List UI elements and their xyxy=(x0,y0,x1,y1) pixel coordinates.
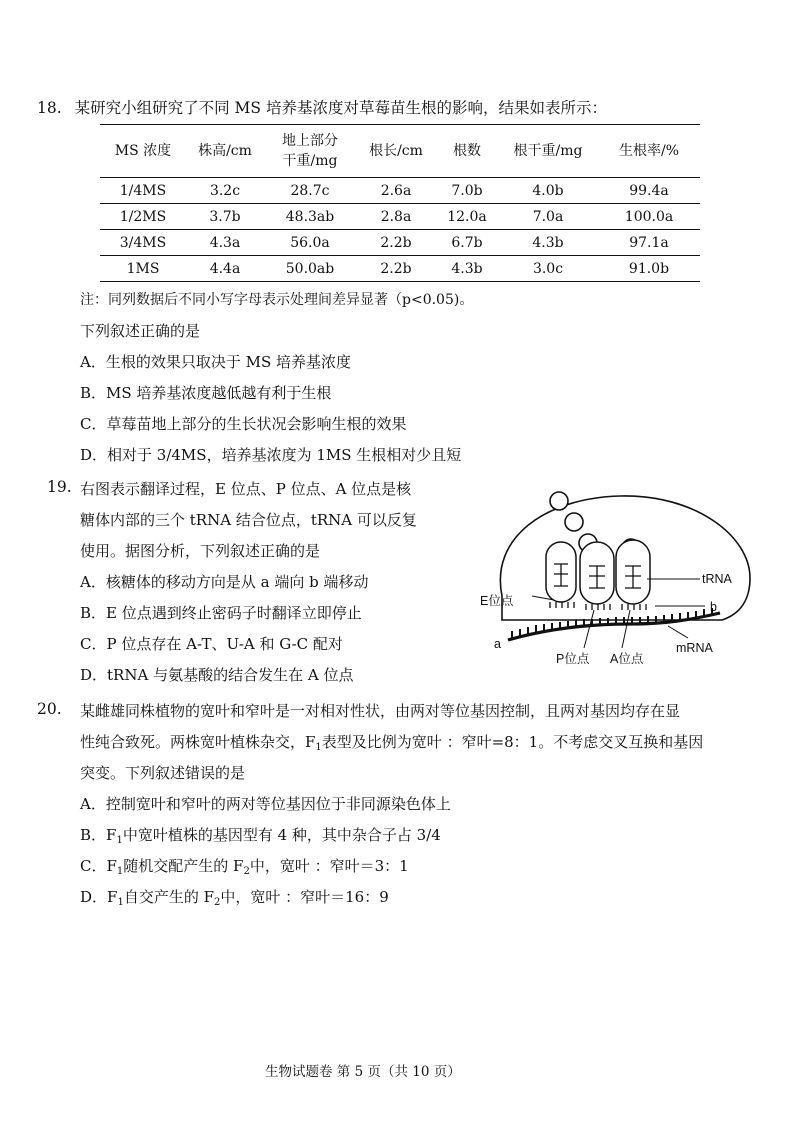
q18-number: 18. xyxy=(37,99,62,117)
q20-option-b-part1: B．F xyxy=(80,826,117,844)
q20-option-c-sub1: 1 xyxy=(116,866,124,877)
table-cell: 12.0a xyxy=(447,208,487,225)
q20-stem-line1: 某雌雄同株植物的宽叶和窄叶是一对相对性状，由两对等位基因控制，且两对基因均存在显 xyxy=(80,702,681,720)
q20-stem-line2-sub: 1 xyxy=(315,742,322,753)
q20-option-c-part1: C．F xyxy=(80,857,117,875)
q18-prompt: 下列叙述正确的是 xyxy=(80,322,201,340)
translation-diagram xyxy=(450,478,770,678)
ms-table xyxy=(100,124,700,282)
q20-option-d-part3: 中，宽叶 ：窄叶＝16：9 xyxy=(220,888,389,906)
q20-stem-line3: 突变。下列叙述错误的是 xyxy=(80,764,246,782)
table-header-row xyxy=(100,125,700,178)
p-site-leader xyxy=(584,610,594,648)
table-cell: 4.4a xyxy=(209,260,241,277)
table-cell: 1/2MS xyxy=(119,208,167,225)
header-root-count: 根数 xyxy=(453,143,481,159)
table-cell: 7.0b xyxy=(451,182,483,199)
trna-p-site xyxy=(580,542,614,604)
table-cell: 6.7b xyxy=(451,234,483,251)
q19-stem-line2: 糖体内部的三个 tRNA 结合位点，tRNA 可以反复 xyxy=(80,511,417,529)
mrna-leader xyxy=(668,626,688,638)
q20-option-c-part3: 中，宽叶 ：窄叶＝3：1 xyxy=(249,857,409,875)
header-rooting-rate: 生根率/% xyxy=(618,143,680,159)
table-cell: 1/4MS xyxy=(119,182,167,199)
q18-stem: 某研究小组研究了不同 MS 培养基浓度对草莓苗生根的影响，结果如表所示： xyxy=(74,99,607,117)
header-height: 株高/cm xyxy=(198,143,252,159)
trna-e-site xyxy=(546,542,576,602)
label-a-end: a xyxy=(494,637,501,651)
table-cell: 48.3ab xyxy=(285,208,335,225)
table-cell: 3/4MS xyxy=(119,234,167,251)
a-site-leader xyxy=(622,610,630,648)
table-cell: 91.0b xyxy=(628,260,670,277)
table-cell: 28.7c xyxy=(290,182,330,199)
trna-a-site xyxy=(616,540,650,604)
q18-header xyxy=(37,96,607,118)
table-cell: 99.4a xyxy=(629,182,669,199)
q19-option-b[interactable]: B．E 位点遇到终止密码子时翻译立即停止 xyxy=(80,604,362,622)
q19-option-c[interactable]: C．P 位点存在 A-T、U-A 和 G-C 配对 xyxy=(80,635,343,653)
header-root-length: 根长/cm xyxy=(369,143,423,159)
q20-option-b[interactable] xyxy=(80,824,441,845)
label-p-site: P位点 xyxy=(556,652,590,666)
q19-number: 19. xyxy=(47,478,72,496)
q20-option-b-sub: 1 xyxy=(116,835,123,846)
table-cell: 2.2b xyxy=(380,260,412,277)
table-cell: 3.7b xyxy=(209,208,241,225)
table-cell: 2.8a xyxy=(380,208,412,225)
table-cell: 50.0ab xyxy=(285,260,335,277)
q20-option-d[interactable] xyxy=(80,886,389,907)
table-cell: 97.1a xyxy=(629,234,669,251)
table-row xyxy=(100,256,700,282)
q19-stem-line1: 右图表示翻译过程，E 位点、P 位点、A 位点是核 xyxy=(80,480,412,498)
q20-option-d-part1: D．F xyxy=(80,888,118,906)
q18-option-c[interactable]: C．草莓苗地上部分的生长状况会影响生根的效果 xyxy=(80,415,407,433)
q20-option-a[interactable]: A．控制宽叶和窄叶的两对等位基因位于非同源染色体上 xyxy=(80,795,451,813)
q18-option-b[interactable]: B．MS 培养基浓度越低越有利于生根 xyxy=(80,384,332,402)
label-e-site: E位点 xyxy=(480,594,514,608)
header-ms: MS 浓度 xyxy=(114,143,172,159)
table-cell: 4.3a xyxy=(209,234,241,251)
q20-option-c-part2: 随机交配产生的 F xyxy=(123,857,244,875)
header-aerial-line2: 干重/mg xyxy=(282,153,338,169)
table-row xyxy=(100,178,700,204)
amino-acid-bead xyxy=(550,492,568,510)
label-b: b xyxy=(710,600,717,614)
q18-option-a[interactable]: A．生根的效果只取决于 MS 培养基浓度 xyxy=(80,353,352,371)
q19-option-a[interactable]: A．核糖体的移动方向是从 a 端向 b 端移动 xyxy=(80,573,369,591)
page-footer: 生物试题卷 第 5 页（共 10 页） xyxy=(265,1064,461,1080)
table-row xyxy=(100,230,700,256)
table-cell: 7.0a xyxy=(532,208,564,225)
table-cell: 100.0a xyxy=(624,208,674,225)
table-cell: 3.0c xyxy=(532,260,564,277)
header-aerial-line1: 地上部分 xyxy=(282,133,338,149)
q18-option-d[interactable]: D．相对于 3/4MS，培养基浓度为 1MS 生根相对少且短 xyxy=(80,446,462,464)
table-cell: 2.6a xyxy=(380,182,412,199)
q20-option-d-sub2: 2 xyxy=(214,897,221,908)
q20-option-d-part2: 自交产生的 F xyxy=(123,888,214,906)
table-cell: 1MS xyxy=(126,260,160,277)
table-cell: 4.0b xyxy=(532,182,564,199)
table-cell: 4.3b xyxy=(451,260,483,277)
q19-stem-line3: 使用。据图分析，下列叙述正确的是 xyxy=(80,542,321,560)
q20-stem-line2 xyxy=(80,731,703,752)
amino-acid-bead xyxy=(565,513,583,531)
q20-option-b-part2: 中宽叶植株的基因型有 4 种，其中杂合子占 3/4 xyxy=(122,826,441,844)
label-mrna: mRNA xyxy=(676,641,713,655)
q20-option-c[interactable] xyxy=(80,855,409,876)
header-aerial xyxy=(264,125,356,178)
label-a-site: A位点 xyxy=(610,652,644,666)
header-root-weight: 根干重/mg xyxy=(513,143,583,159)
table-cell: 56.0a xyxy=(290,234,330,251)
label-trna: tRNA xyxy=(702,572,732,586)
table-cell: 4.3b xyxy=(532,234,564,251)
table-cell: 2.2b xyxy=(380,234,412,251)
q20-option-d-sub1: 1 xyxy=(117,897,124,908)
q20-option-c-sub2: 2 xyxy=(243,866,250,877)
q20-stem-line2-part1: 性纯合致死。两株宽叶植株杂交，F xyxy=(80,733,316,751)
q20-stem-line2-part2: 表型及比例为宽叶 ：窄叶=8：1。不考虑交叉互换和基因 xyxy=(321,733,704,751)
q18-note: 注：同列数据后不同小写字母表示处理间差异显著（p<0.05)。 xyxy=(80,292,474,308)
table-row xyxy=(100,204,700,230)
q19-option-d[interactable]: D．tRNA 与氨基酸的结合发生在 A 位点 xyxy=(80,666,354,684)
table-cell: 3.2c xyxy=(209,182,241,199)
q20-number: 20. xyxy=(37,700,62,718)
